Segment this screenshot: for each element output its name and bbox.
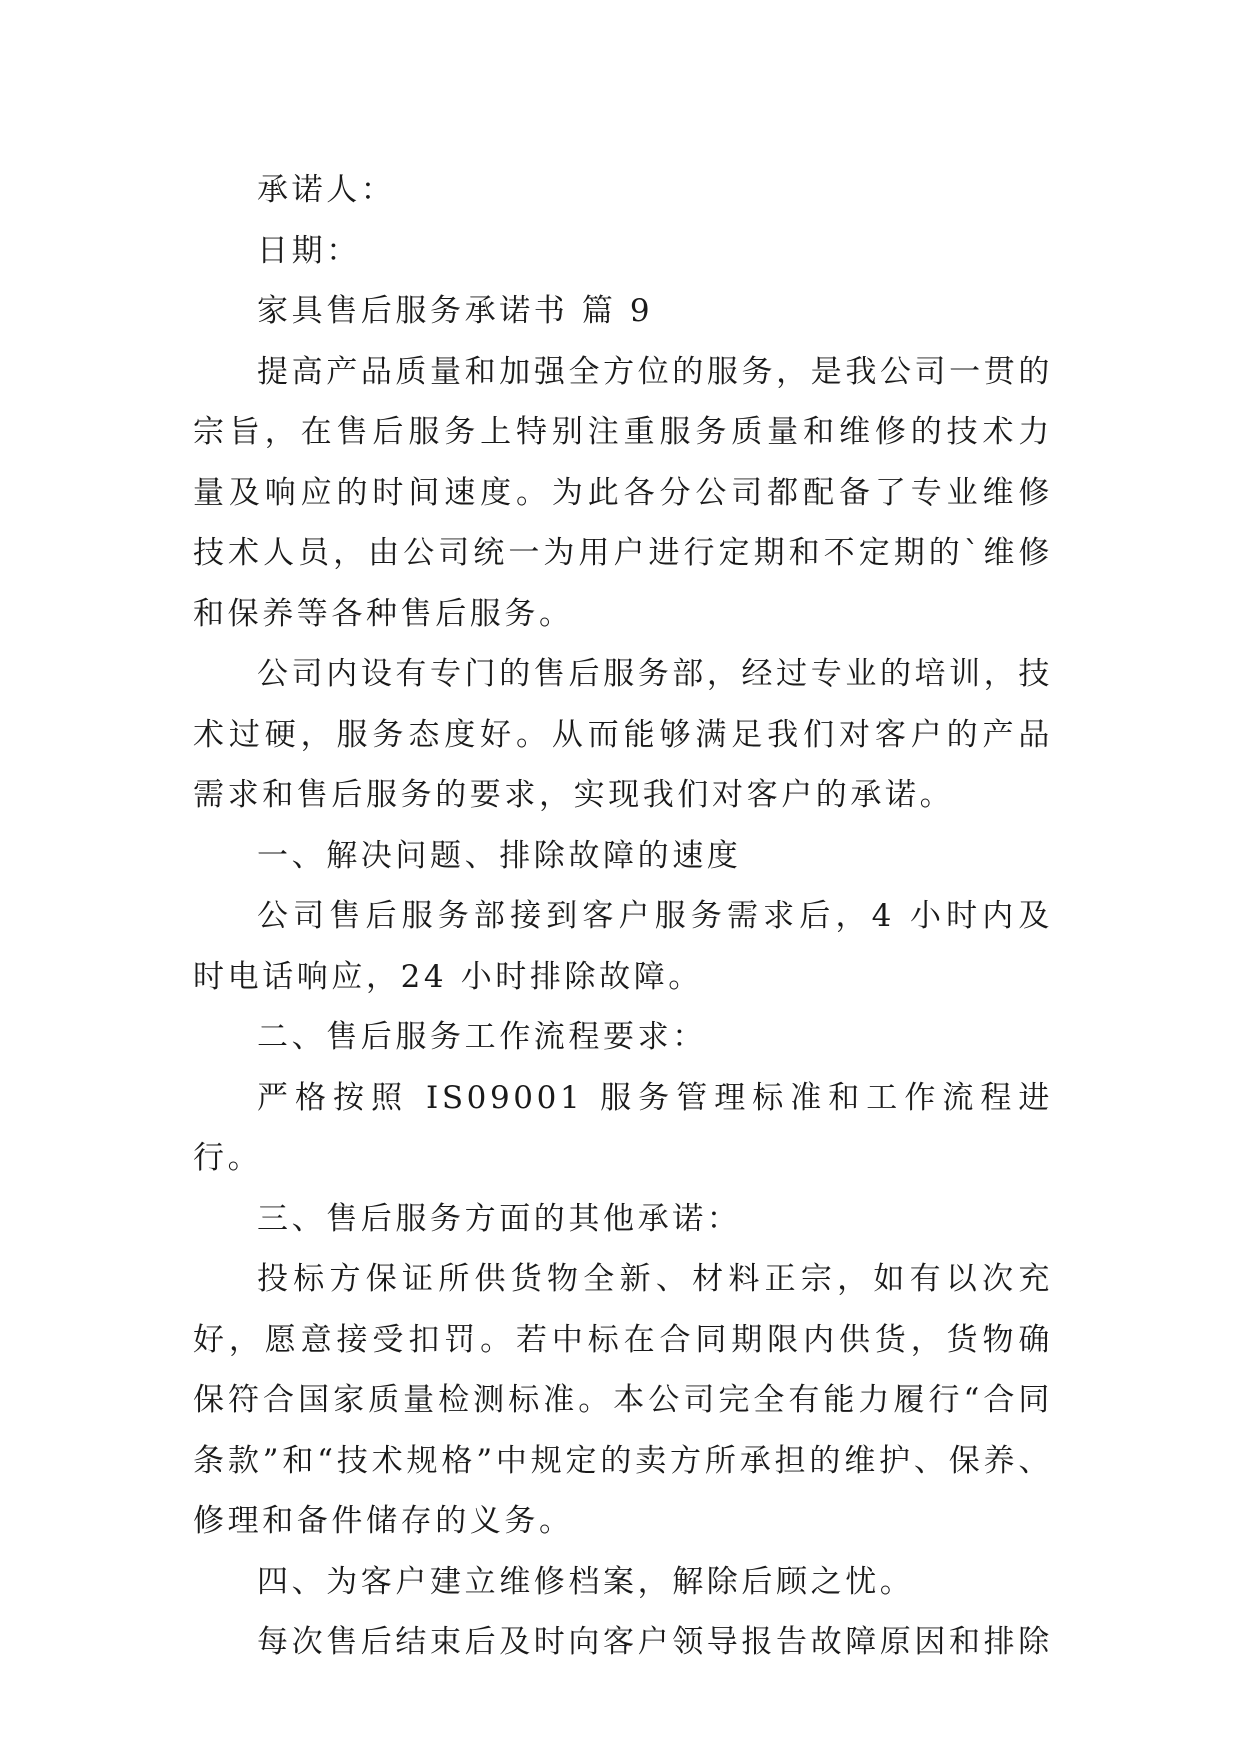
- intro-paragraph: 提高产品质量和加强全方位的服务，是我公司一贯的宗旨，在售后服务上特别注重服务质量和维修的技术力量及响应的时间速度。为此各分公司都配备了专业维修技术人员，由公司统一为用户进行定期和不定期的`维修和保养等各种售后服务。: [193, 353, 1053, 632]
- service-dept-paragraph: 公司内设有专门的售后服务部，经过专业的培训，技术过硬，服务态度好。从而能够满足我们对客户的产品需求和售后服务的要求，实现我们对客户的承诺。: [193, 656, 1053, 813]
- heading-response-speed: 一、解决问题、排除故障的速度: [257, 837, 742, 874]
- response-speed-paragraph: 公司售后服务部接到客户服务需求后，4 小时内及时电话响应，24 小时排除故障。: [193, 898, 1053, 995]
- heading-other-commitments: 三、售后服务方面的其他承诺：: [257, 1200, 742, 1237]
- signatory-label: 承诺人：: [257, 172, 396, 208]
- document-body: [193, 160, 1053, 1673]
- report-paragraph: 每次售后结束后及时向客户领导报告故障原因和排除: [257, 1624, 1053, 1660]
- section-title: 家具售后服务承诺书 篇 9: [257, 293, 654, 329]
- date-label: 日期：: [257, 232, 361, 269]
- heading-workflow: 二、售后服务工作流程要求：: [257, 1019, 707, 1055]
- heading-maintenance-records: 四、为客户建立维修档案，解除后顾之忧。: [257, 1563, 915, 1600]
- workflow-paragraph: 严格按照 IS09001 服务管理标准和工作流程进行。: [193, 1079, 1053, 1176]
- other-commitments-paragraph: 投标方保证所供货物全新、材料正宗，如有以次充好，愿意接受扣罚。若中标在合同期限内供货，货物确保符合国家质量检测标准。本公司完全有能力履行“合同条款”和“技术规格”中规定的卖方所承担的维护、保养、修理和备件储存的义务。: [193, 1261, 1053, 1539]
